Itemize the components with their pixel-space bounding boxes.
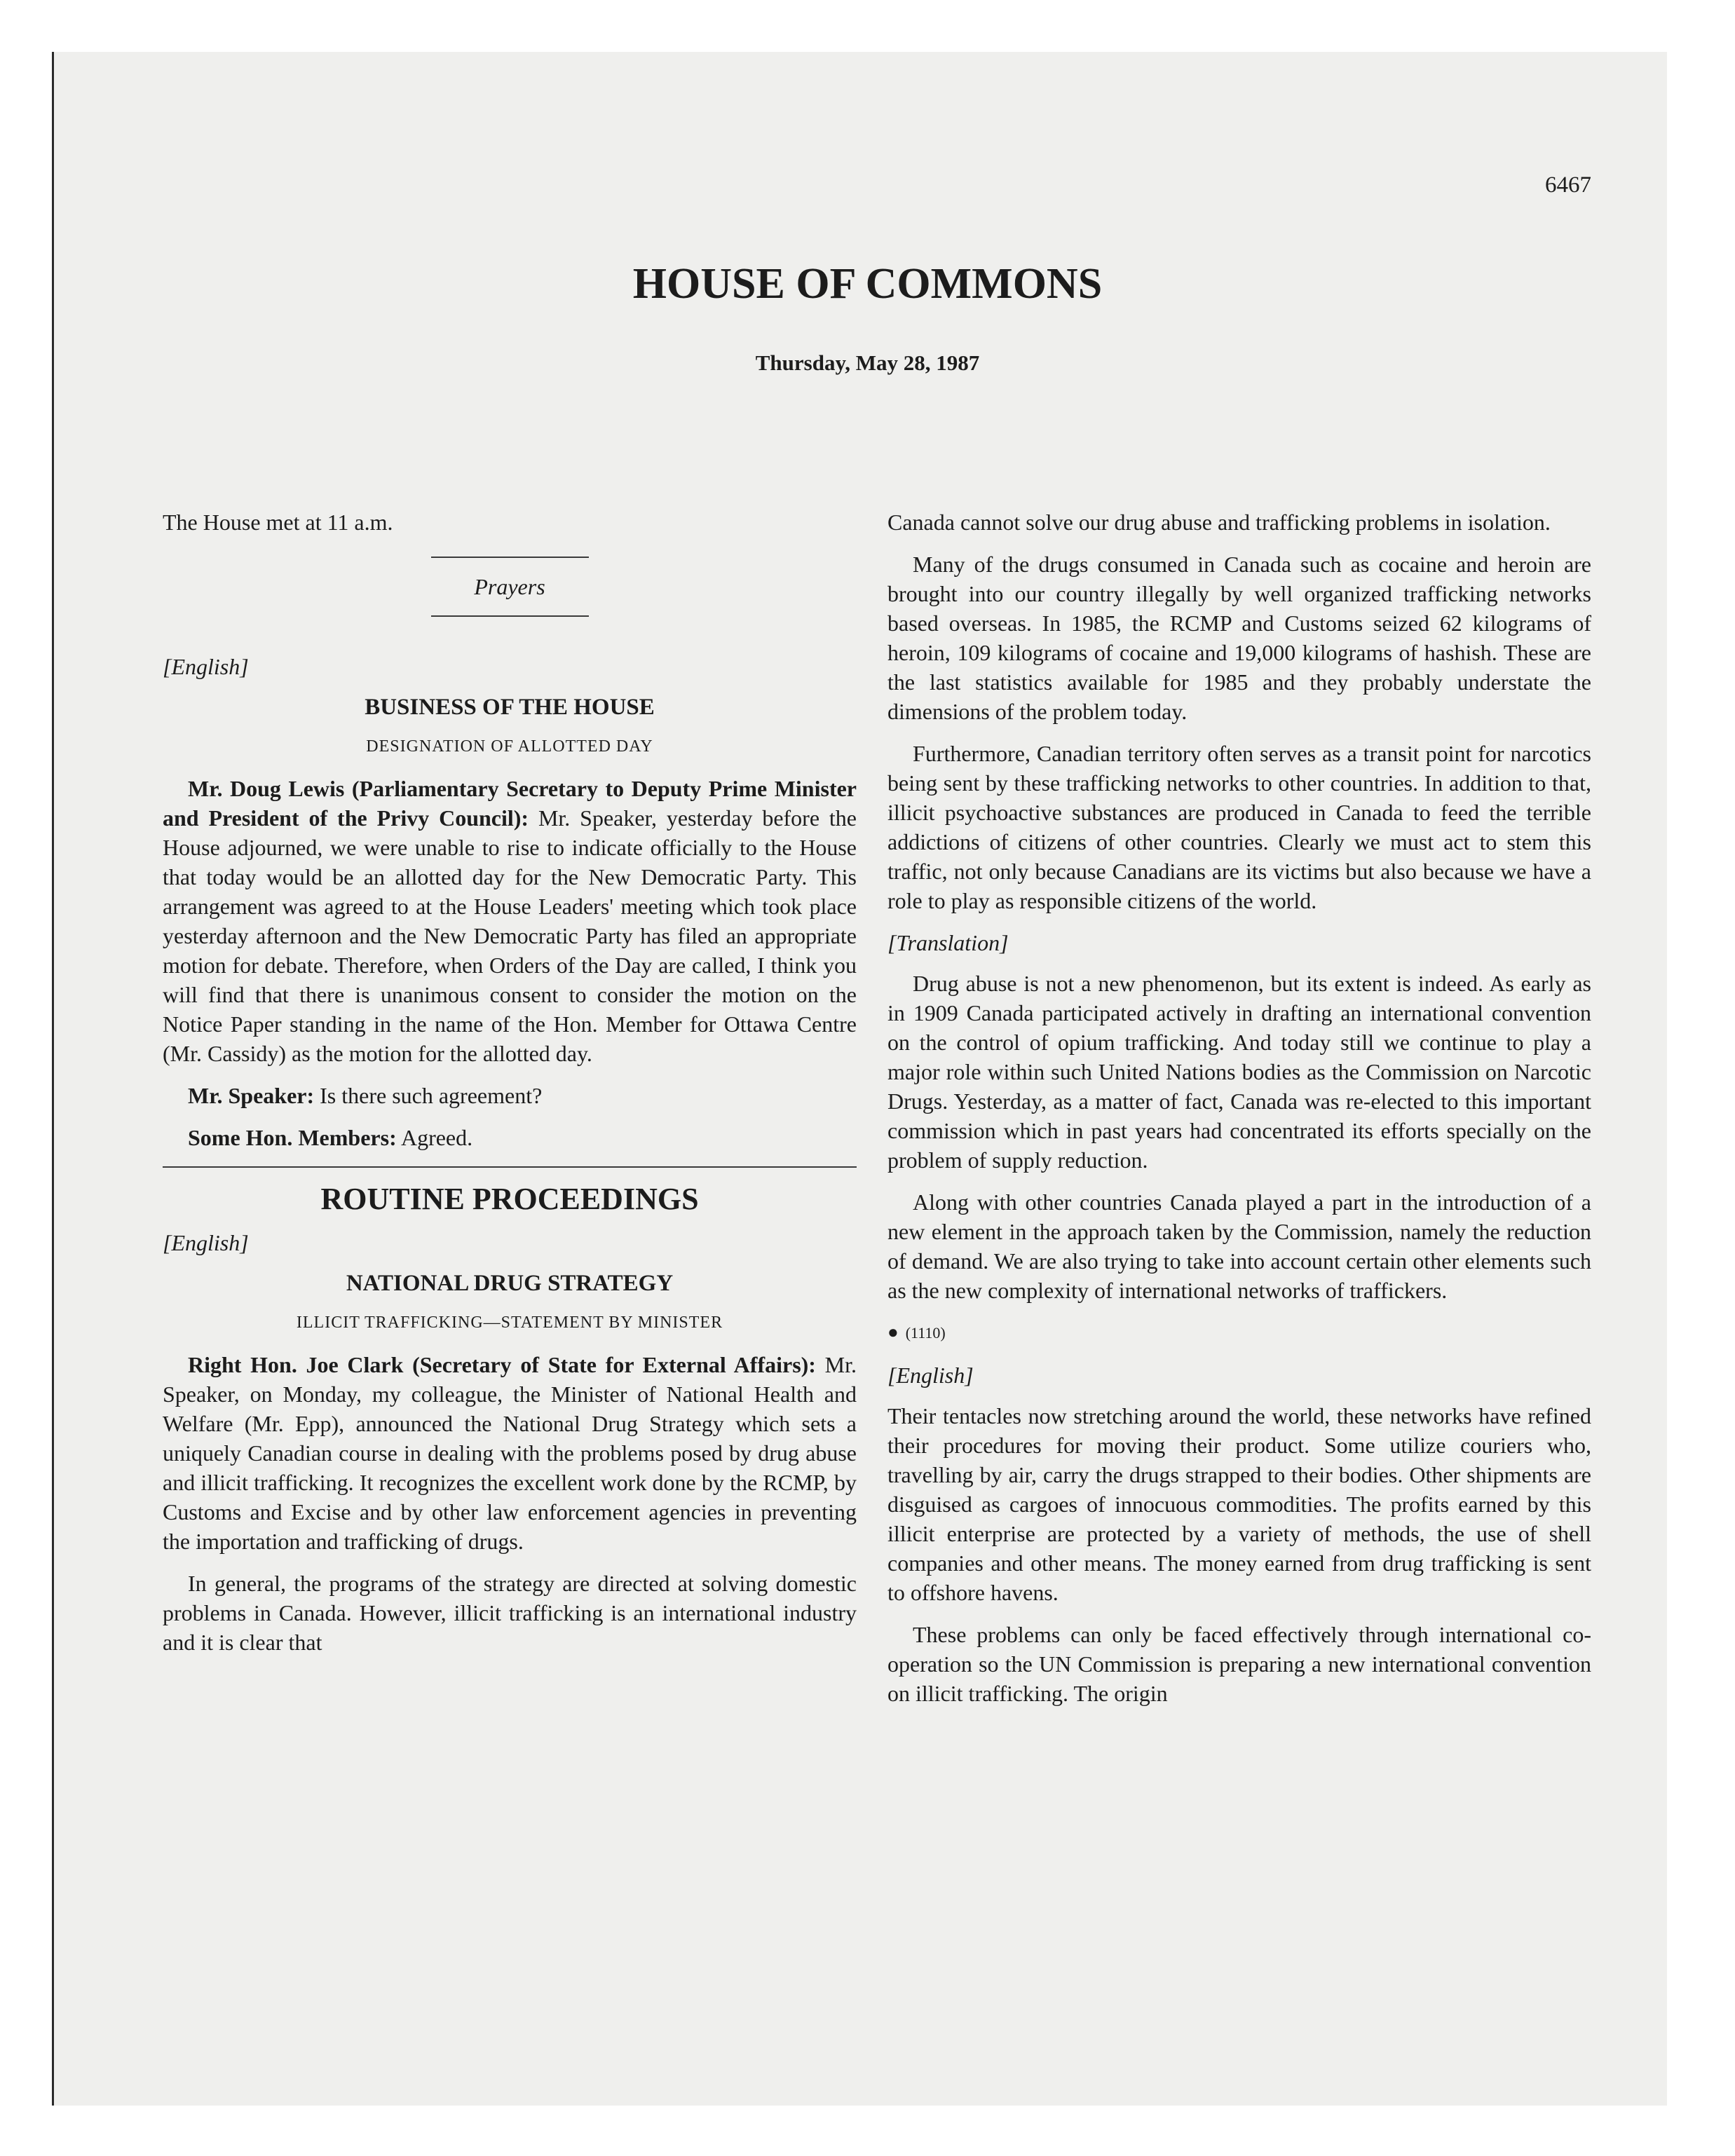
speech-paragraph — [163, 1123, 857, 1152]
speech-paragraph — [163, 1081, 857, 1110]
subsection-heading: DESIGNATION OF ALLOTTED DAY — [366, 737, 653, 756]
speech-paragraph: Their tentacles now stretching around the world, these networks have refined their procedures for moving their product. Some utilize couriers who, travelling by air, carry the drugs strapped to their bodies. Other shipments are disguised as cargoes of innocuous commodities. The profits earned by this illicit enterprise are protected by a variety of methods, the use of shell companies and other means. The money earned from drug trafficking is sent to offshore havens. — [887, 1403, 1591, 1605]
speech-paragraph: Furthermore, Canadian territory often serves as a transit point for narcotics being sent by these trafficking networks to other countries. In addition to that, illicit psychoactive substances are produced in Canada to feed the terrible addictions of citizens of other countries. Clearly we must act to stem this traffic, not only because Canadians are its victims but also because we have a role to play as responsible citizens of the world. — [887, 741, 1591, 913]
prayers-label: Prayers — [474, 574, 545, 599]
speech-paragraph: In general, the programs of the strategy are directed at solving domestic problems in Canada. However, illicit trafficking is an international industry and it is clear that — [163, 1571, 857, 1655]
speech-text: Mr. Speaker, yesterday before the House adjourned, we were unable to rise to indicate officially to the House that today would be an allotted day for the New Democratic Party. This arrangement was agreed to at the House Leaders' meeting which took place yesterday afternoon and the New Democratic Party has filed an appropriate motion for debate. Therefore, when Orders of the Day are called, I think you will find that there is unanimous consent to consider the motion on the Notice Paper standing in the name of the Hon. Member for Ottawa Centre (Mr. Cassidy) as the motion for the allotted day. — [163, 805, 857, 1066]
speaker-name: Mr. Speaker: — [188, 1083, 315, 1108]
language-marker: [English] — [163, 654, 249, 679]
opening-line: The House met at 11 a.m. — [163, 510, 393, 535]
bullet-icon: ● — [887, 1322, 899, 1342]
speech-text: Mr. Speaker, on Monday, my colleague, the Minister of National Health and Welfare (Mr. Epp), announced the National Drug Strategy which sets a uniquely Canadian course in dealing with the problems posed by drug abuse and illicit trafficking. It recognizes the excellent work done by the RCMP, by Customs and Excise and by other law enforcement agencies in preventing the importation and trafficking of drugs. — [163, 1352, 857, 1554]
divider — [431, 615, 589, 617]
section-heading: ROUTINE PROCEEDINGS — [320, 1182, 699, 1216]
speaker-name: Right Hon. Joe Clark (Secretary of State for External Affairs): — [188, 1352, 816, 1377]
time-label: (1110) — [905, 1324, 946, 1342]
left-column — [163, 507, 857, 1670]
right-column — [887, 507, 1591, 1721]
speech-paragraph: Many of the drugs consumed in Canada such as cocaine and heroin are brought into our country illegally by well organized trafficking networks based overseas. In 1985, the RCMP and Customs seized 62 kilograms of heroin, 109 kilograms of cocaine and 19,000 kilograms of hashish. These are the last statistics available for 1985 and they probably understate the dimensions of the problem today. — [887, 552, 1591, 724]
speech-paragraph: Along with other countries Canada played a part in the introduction of a new element in the approach taken by the Commission, namely the reduction of demand. We are also trying to take into account certain other elements such as the new complexity of international networks of traffickers. — [887, 1189, 1591, 1303]
speech-paragraph: Drug abuse is not a new phenomenon, but its extent is indeed. As early as in 1909 Canada participated actively in drafting an international convention on the control of opium trafficking. And today still we continue to play a major role within such United Nations bodies as the Commission on Narcotic Drugs. Yesterday, as a matter of fact, Canada was re-elected to this important commission which in past years had concentrated its efforts specially on the problem of supply reduction. — [887, 971, 1591, 1173]
time-stamp — [887, 1318, 1591, 1348]
page-number: 6467 — [1545, 172, 1591, 198]
language-marker: [Translation] — [887, 930, 1009, 955]
speech-paragraph: These problems can only be faced effectively through international co-operation so the UN Commission is preparing a new international convention on illicit trafficking. The origin — [887, 1622, 1591, 1706]
speech-paragraph — [163, 1350, 857, 1556]
speech-text: Is there such agreement? — [314, 1083, 543, 1108]
page-title: HOUSE OF COMMONS — [632, 260, 1103, 308]
language-marker: [English] — [163, 1230, 249, 1255]
section-divider — [163, 1166, 857, 1168]
sitting-date: Thursday, May 28, 1987 — [755, 350, 980, 375]
divider — [431, 557, 589, 558]
subsection-heading: ILLICIT TRAFFICKING—STATEMENT BY MINISTER — [296, 1314, 723, 1332]
speaker-name: Some Hon. Members: — [188, 1125, 397, 1150]
section-heading: BUSINESS OF THE HOUSE — [365, 695, 655, 720]
section-heading: NATIONAL DRUG STRATEGY — [346, 1271, 674, 1296]
language-marker: [English] — [887, 1363, 974, 1388]
speech-paragraph — [163, 774, 857, 1068]
speech-text: Agreed. — [396, 1125, 473, 1150]
speaker-name: Mr. Doug Lewis (Parliamentary Secretary to Deputy Prime Minister and President of the Privy Council): — [163, 776, 857, 831]
speech-paragraph: Canada cannot solve our drug abuse and trafficking problems in isolation. — [887, 510, 1551, 535]
